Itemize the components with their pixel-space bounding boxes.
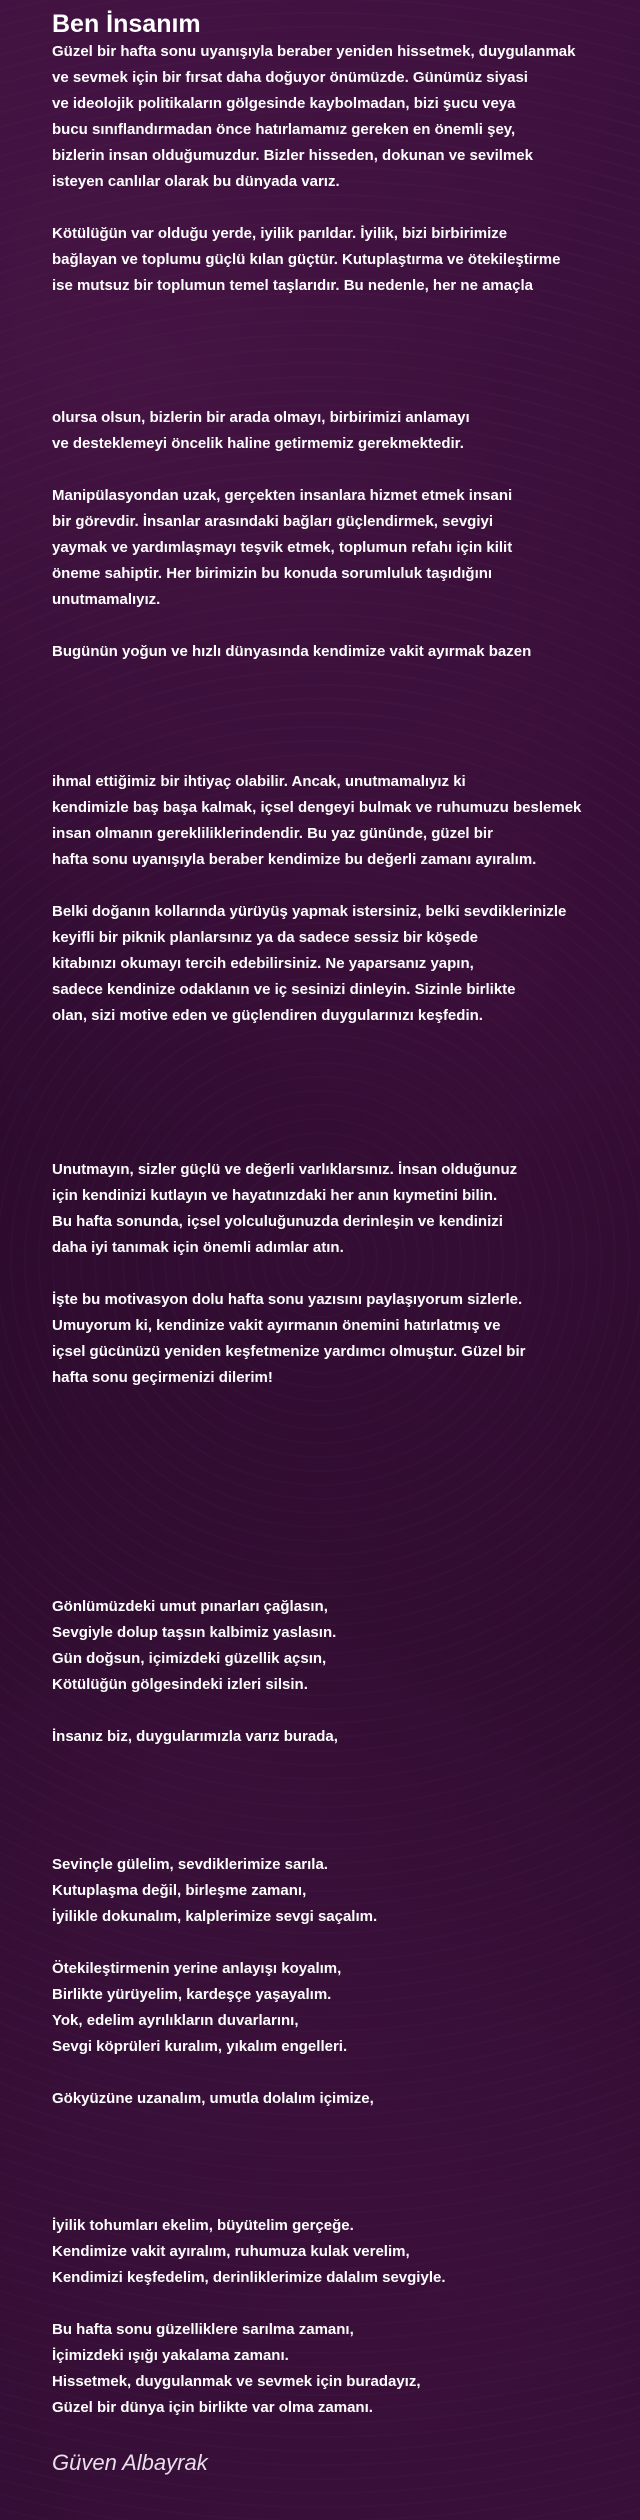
text-block-4: Unutmayın, sizler güçlü ve değerli varlıklarsınız. İnsan olduğunuz için kendinizi kutlayın ve hayatınızdaki her anın kıymetini bilin. Bu hafta sonunda, içsel yolculuğunuzda derinleşin ve kendinizi daha iyi tanımak için önemli adımlar atın. İşte bu motivasyon dolu hafta sonu yazısını paylaşıyorum sizlerle. Umuyorum ki, kendinize vakit ayırmanın önemini hatırlatmış ve içsel gücünüzü yeniden keşfetmenize yardımcı olmuştur. Güzel bir hafta sonu geçirmenizi dilerim!: [52, 1161, 526, 1386]
author-signature: Güven Albayrak: [52, 2450, 208, 2475]
text-block-6: Sevinçle gülelim, sevdiklerimize sarıla. Kutuplaşma değil, birleşme zamanı, İyilikle dokunalım, kalplerimize sevgi saçalım. Ötekileştirmenin yerine anlayışı koyalım, Birlikte yürüyelim, kardeşçe yaşayalım. Yok, edelim ayrılıkların duvarlarını, Sevgi köprüleri kuralım, yıkalım engelleri. Gökyüzüne uzanalım, umutla dolalım içimize,: [52, 1856, 378, 2107]
text-block-2: olursa olsun, bizlerin bir arada olmayı, birbirimizi anlamayı ve desteklemeyi öncelik haline getirmemiz gerekmektedir. Manipülasyondan uzak, gerçekten insanlara hizmet etmek insani bir görevdir. İnsanlar arasındaki bağları güçlendirmek, sevgiyi yaymak ve yardımlaşmayı teşvik etmek, toplumun refahı için kilit öneme sahiptir. Her birimizin bu konuda sorumluluk taşıdığını unutmamalıyız. Bugünün yoğun ve hızlı dünyasında kendimize vakit ayırmak bazen: [52, 409, 532, 660]
text-block-1: Güzel bir hafta sonu uyanışıyla beraber yeniden hissetmek, duygulanmak ve sevmek için bir fırsat daha doğuyor önümüzde. Günümüz siyasi ve ideolojik politikaların gölgesinde kaybolmadan, bizi şucu veya bucu sınıflandırmadan önce hatırlamamız gereken en önemli şey, bizlerin insan olduğumuzdur. Bizler hisseden, dokunan ve sevilmek isteyen canlılar olarak bu dünyada varız. Kötülüğün var olduğu yerde, iyilik parıldar. İyilik, bizi birbirimize bağlayan ve toplumu güçlü kılan güçtür. Kutuplaştırma ve ötekileştirme ise mutsuz bir toplumun temel taşlarıdır. Bu nedenle, her ne amaçla: [52, 43, 576, 294]
text-block-5: Gönlümüzdeki umut pınarları çağlasın, Sevgiyle dolup taşsın kalbimiz yaslasın. Gün doğsun, içimizdeki güzellik açsın, Kötülüğün gölgesindeki izleri silsin. İnsanız biz, duygularımızla varız burada,: [52, 1598, 338, 1745]
poem-title: Ben İnsanım: [52, 10, 201, 38]
text-block-7: İyilik tohumları ekelim, büyütelim gerçeğe. Kendimize vakit ayıralım, ruhumuza kulak verelim, Kendimizi keşfedelim, derinliklerimize dalalım sevgiyle. Bu hafta sonu güzelliklere sarılma zamanı, İçimizdeki ışığı yakalama zamanı. Hissetmek, duygulanmak ve sevmek için buradayız, Güzel bir dünya için birlikte var olma zamanı.: [52, 2217, 446, 2416]
text-block-3: ihmal ettiğimiz bir ihtiyaç olabilir. Ancak, unutmamalıyız ki kendimizle baş başa kalmak, içsel dengeyi bulmak ve ruhumuzu beslemek insan olmanın gerekliliklerindendir. Bu yaz gününde, güzel bir hafta sonu uyanışıyla beraber kendimize bu değerli zamanı ayıralım. Belki doğanın kollarında yürüyüş yapmak istersiniz, belki sevdiklerinizle keyifli bir piknik planlarsınız ya da sadece sessiz bir köşede kitabınızı okumayı tercih edebilirsiniz. Ne yaparsanız yapın, sadece kendinize odaklanın ve iç sesinizi dinleyin. Sizinle birlikte olan, sizi motive eden ve güçlendiren duygularınızı keşfedin.: [52, 773, 582, 1024]
